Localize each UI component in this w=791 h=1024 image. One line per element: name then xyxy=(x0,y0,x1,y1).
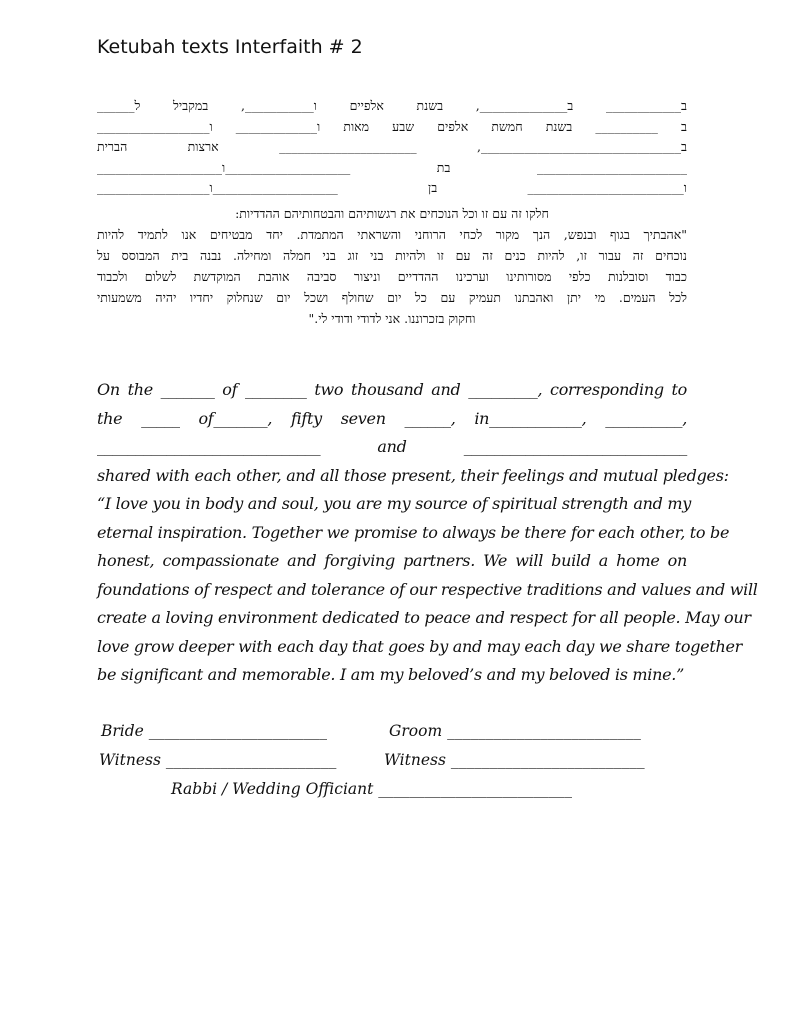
english-line: honest, compassionate and forgiving partners. We will build a home on xyxy=(97,551,687,570)
english-line: foundations of respect and tolerance of our respective traditions and values and will xyxy=(97,579,758,599)
hebrew-field-line: ב________________________________, ______________________ ארצות הברית xyxy=(97,139,687,155)
hebrew-line: כבוד וסובלנות כלפי מסורותינו וערכינו ההדדיים וניצור סביבה אוהבת המוקדשת לשלום ולכבוד xyxy=(97,269,687,284)
hebrew-line: "אהבתיך בגוף ובנפש, הנך מקור לכחי הרוחני והשראתי המתמדת. יחד מבטיחים אנו לתמיד להיות xyxy=(97,227,687,242)
hebrew-line: וחקוק בזכרוננו. אני לדודי ודודי לי." xyxy=(308,311,476,326)
groom-signature-line: Groom _________________________ xyxy=(389,722,641,740)
bride-signature-line: Bride _______________________ xyxy=(101,722,328,740)
hebrew-field-line: ________________________ בת ____________________ו____________________ xyxy=(97,159,687,175)
hebrew-line: נוכחים זה עבור זו, להיות כנים זה עם זו ולהיות בני זוג בני חמלה ומחילה. נבנה בית המבוסס על xyxy=(97,248,687,263)
english-line: be significant and memorable. I am my beloved’s and my beloved is mine.” xyxy=(97,665,684,684)
document-title: Ketubah texts Interfaith # 2 xyxy=(97,36,363,58)
hebrew-fields xyxy=(97,96,687,199)
hebrew-field-line: ב __________ בשנת חמשת אלפים שבע מאות ו_____________ ו__________________ xyxy=(97,118,687,134)
hebrew-line: לכל העמים. מי יתן ואהבתנו תעמיק עם כל יום שחולף ושכל יום שנחלוק יחדיו יהיה משמעותי xyxy=(97,290,687,305)
english-text xyxy=(97,376,758,690)
english-line: shared with each other, and all those present, their feelings and mutual pledges: xyxy=(97,465,729,485)
witness-signature-line-2: Witness _________________________ xyxy=(384,751,645,769)
english-line: _____________________________ and _____________________________ xyxy=(97,437,687,456)
hebrew-line: חלקו זה עם זו וכל הנוכחים את רגשותיהם והבטחותיהם ההדדיות: xyxy=(235,206,549,221)
english-line: eternal inspiration. Together we promise to always be there for each other, to be xyxy=(97,522,730,542)
hebrew-field-line: ו_________________________ בן ____________________ו__________________ xyxy=(97,180,687,196)
officiant-signature-line: Rabbi / Wedding Officiant _________________________ xyxy=(171,780,573,798)
english-line: “I love you in body and soul, you are my source of spiritual strength and my xyxy=(97,494,691,513)
witness-signature-line-1: Witness ______________________ xyxy=(99,751,337,769)
english-line: love grow deeper with each day that goes by and may each day we share together xyxy=(97,636,742,656)
hebrew-text xyxy=(97,203,687,329)
english-line: create a loving environment dedicated to peace and respect for all people. May our xyxy=(97,608,751,627)
hebrew-field-line: ב____________ ב______________, בשנת אלפיים ו___________, במקביל ל______ xyxy=(97,98,687,113)
english-line: On the _______ of ________ two thousand and _________, corresponding to xyxy=(97,380,687,399)
english-line: the _____ of_______, fifty seven ______, in____________, __________, xyxy=(97,408,687,428)
